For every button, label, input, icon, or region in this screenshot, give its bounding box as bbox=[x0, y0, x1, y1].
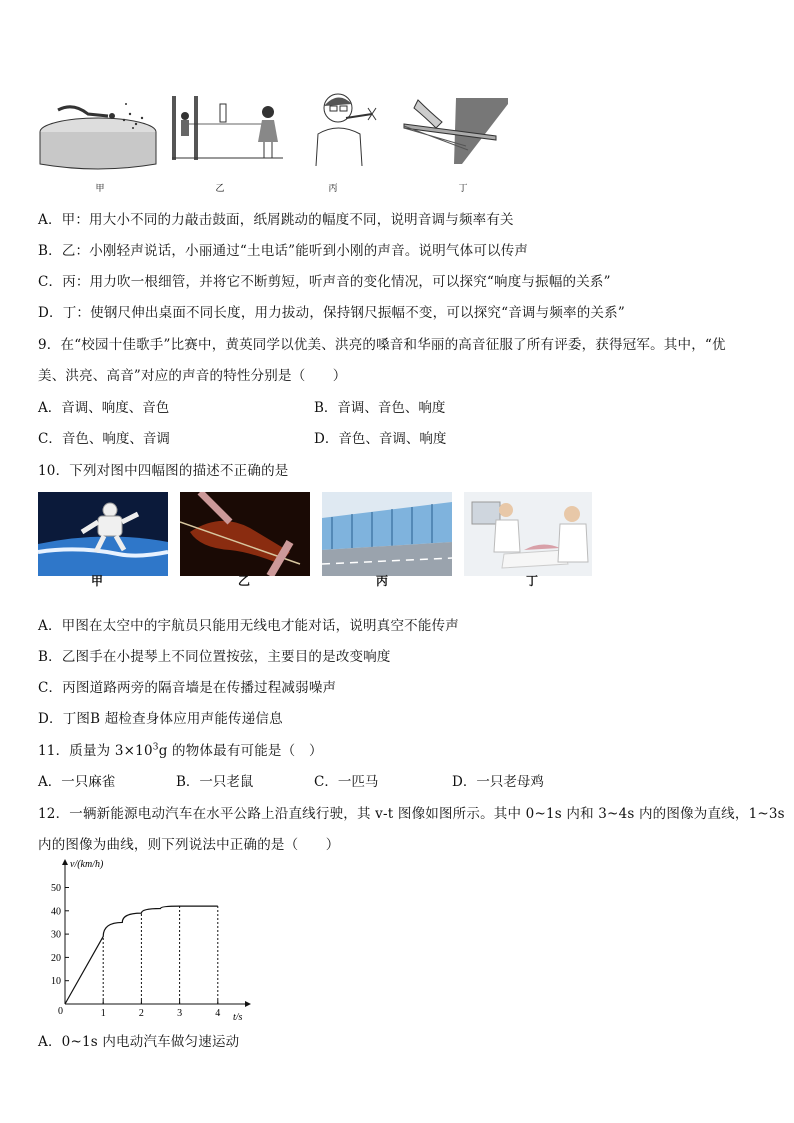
photo-caption-bing: 丙 bbox=[375, 574, 388, 588]
x-tick-label: 2 bbox=[138, 1008, 144, 1019]
q10-option-b: B．乙图手在小提琴上不同位置按弦，主要目的是改变响度 bbox=[38, 649, 391, 665]
q11-stem-prefix: 11．质量为 3×10 bbox=[38, 743, 153, 759]
y-tick-label: 40 bbox=[51, 906, 61, 918]
photo-caption-ding: 丁 bbox=[525, 574, 538, 588]
y-axis-label: v/(km/h) bbox=[70, 859, 104, 870]
q11-stem-exponent: 3 bbox=[152, 742, 159, 753]
figure-caption-ding: 丁 bbox=[458, 184, 468, 194]
photo-violin bbox=[180, 492, 310, 576]
q12-stem-line2: 内的图像为曲线，则下列说法中正确的是（ ） bbox=[38, 837, 340, 853]
figure-string-phone bbox=[168, 92, 288, 162]
photo-caption-jia: 甲 bbox=[90, 574, 103, 588]
y-tick-label: 10 bbox=[51, 976, 61, 988]
figure-caption-yi: 乙 bbox=[215, 184, 225, 194]
q11-option-a: A．一只麻雀 bbox=[38, 774, 116, 790]
q8-option-b: B．乙：小刚轻声说话，小丽通过“土电话”能听到小刚的声音。说明气体可以传声 bbox=[38, 243, 529, 259]
figure-straw bbox=[310, 86, 380, 166]
photo-caption-yi: 乙 bbox=[237, 574, 250, 588]
figure-ruler bbox=[396, 94, 508, 170]
y-tick-label: 30 bbox=[51, 929, 61, 941]
figure-caption-bing: 丙 bbox=[328, 184, 338, 194]
q11-option-c: C．一匹马 bbox=[314, 774, 379, 790]
q9-option-d: D．音色、音调、响度 bbox=[314, 431, 447, 447]
q10-option-a: A．甲图在太空中的宇航员只能用无线电才能对话，说明真空不能传声 bbox=[38, 618, 459, 634]
q11-option-b: B．一只老鼠 bbox=[176, 774, 254, 790]
photo-ultrasound bbox=[464, 492, 592, 576]
q12-stem-line1: 12．一辆新能源电动汽车在水平公路上沿直线行驶，其 v-t 图像如图所示。其中 0~1s 内和 3~4s 内的图像为直线，1~3s bbox=[38, 806, 785, 822]
q8-option-d: D．丁：使钢尺伸出桌面不同长度，用力拔动，保持钢尺振幅不变，可以探究“音调与频率的关系” bbox=[38, 305, 625, 321]
photo-sound-barrier bbox=[322, 492, 452, 576]
q9-stem-line1: 9．在“校园十佳歌手”比赛中，黄英同学以优美、洪亮的嗓音和华丽的高音征服了所有评委，获得冠军。其中，“优 bbox=[38, 337, 726, 353]
y-tick-label: 50 bbox=[51, 883, 61, 894]
q9-option-b: B．音调、音色、响度 bbox=[314, 400, 446, 416]
vt-chart bbox=[40, 852, 260, 1024]
q10-stem: 10．下列对图中四幅图的描述不正确的是 bbox=[38, 463, 289, 479]
photo-astronaut bbox=[38, 492, 168, 576]
q11-option-d: D．一只老母鸡 bbox=[452, 774, 544, 790]
q11-stem bbox=[38, 739, 323, 759]
q12-option-a: A．0~1s 内电动汽车做匀速运动 bbox=[38, 1034, 240, 1050]
q8-option-a: A．甲：用大小不同的力敲击鼓面，纸屑跳动的幅度不同，说明音调与频率有关 bbox=[38, 212, 514, 228]
q10-option-d: D．丁图B 超检查身体应用声能传递信息 bbox=[38, 711, 283, 727]
x-tick-label: 1 bbox=[100, 1008, 106, 1019]
x-tick-label: 4 bbox=[215, 1008, 221, 1019]
origin-label: 0 bbox=[58, 1006, 63, 1017]
x-axis-label: t/s bbox=[233, 1012, 243, 1023]
q8-option-c: C．丙：用力吹一根细管，并将它不断剪短，听声音的变化情况，可以探究“响度与振幅的关系” bbox=[38, 274, 611, 290]
q10-option-c: C．丙图道路两旁的隔音墙是在传播过程减弱噪声 bbox=[38, 680, 337, 696]
q9-option-c: C．音色、响度、音调 bbox=[38, 431, 170, 447]
y-tick-label: 20 bbox=[51, 952, 61, 964]
x-tick-label: 3 bbox=[177, 1008, 183, 1019]
q9-option-a: A．音调、响度、音色 bbox=[38, 400, 170, 416]
figure-drum bbox=[38, 92, 158, 170]
figure-caption-jia: 甲 bbox=[95, 184, 105, 194]
q9-stem-line2: 美、洪亮、高音”对应的声音的特性分别是（ ） bbox=[38, 368, 347, 384]
q11-stem-suffix: g 的物体最有可能是（ ） bbox=[158, 743, 323, 759]
